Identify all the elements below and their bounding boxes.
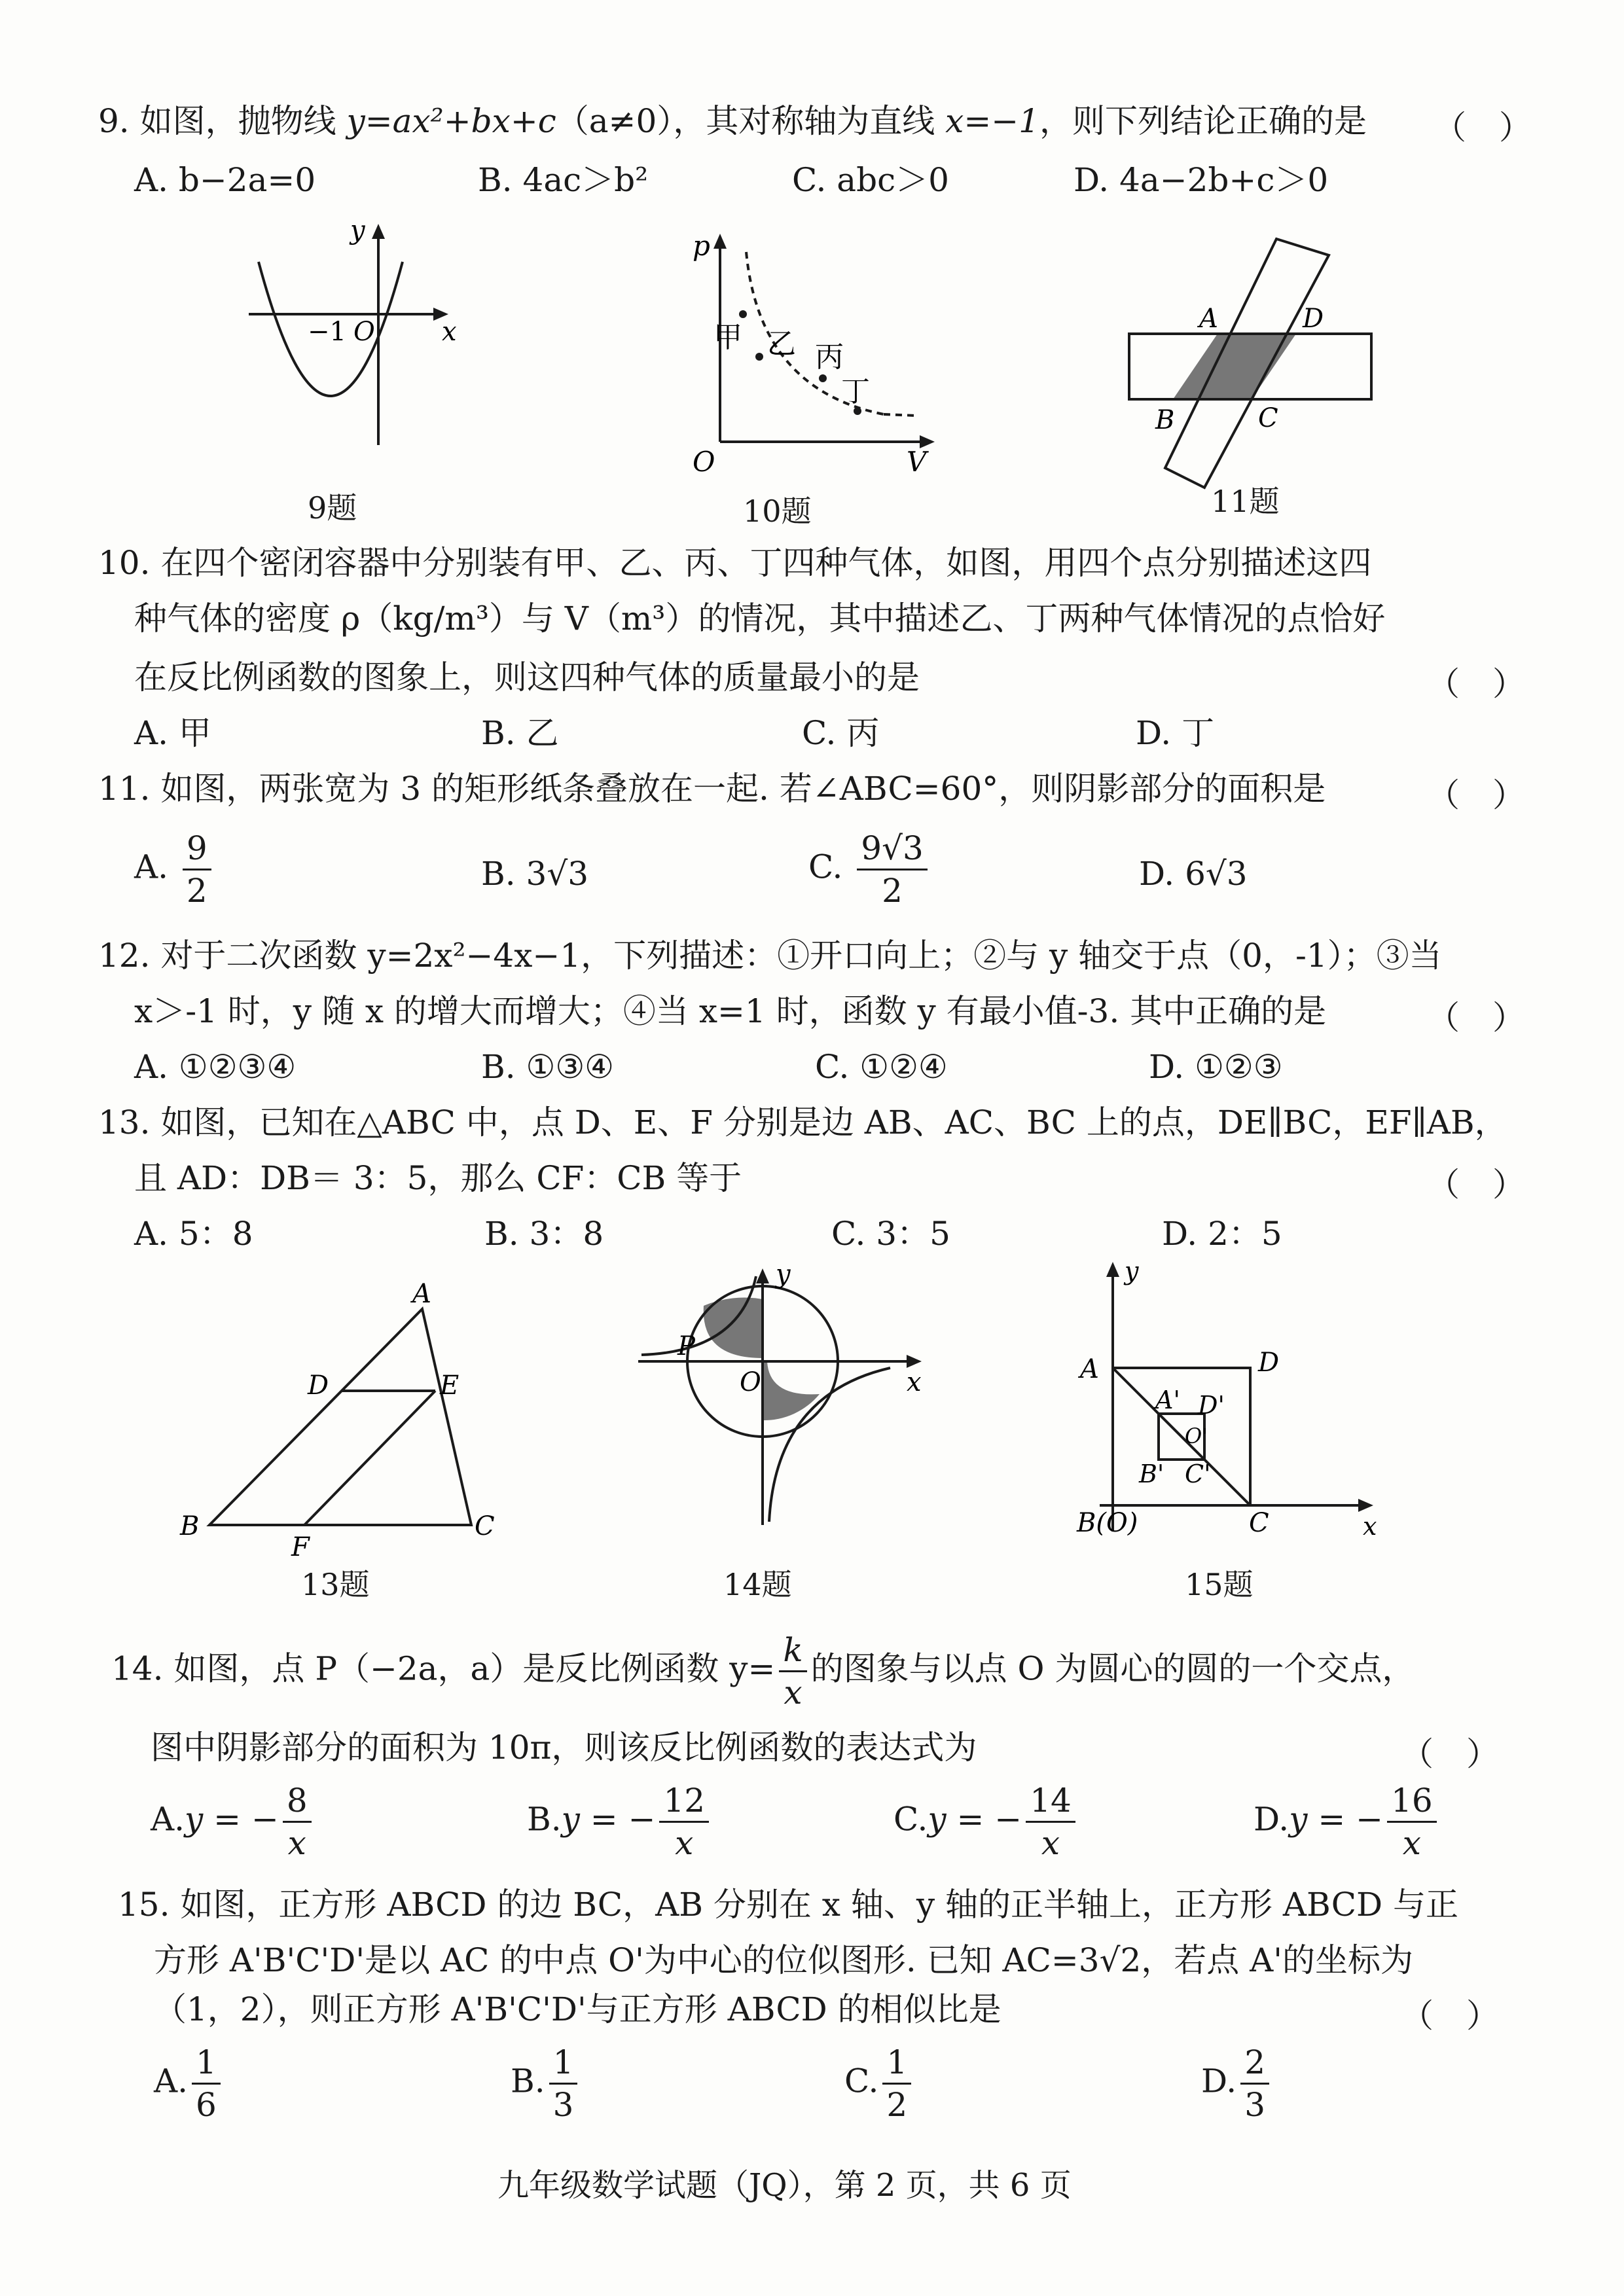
q10-figure [668, 226, 943, 488]
q15-option-d[interactable] [1201, 2042, 1273, 2125]
q10-answer-paren[interactable]: （ ） [1427, 665, 1525, 703]
q14-option-b-fraction [659, 1780, 709, 1863]
q15-number: 15. [118, 1886, 170, 1924]
q15-line2: 方形 A'B'C'D'是以 AC 的中点 O'为中心的位似图形. 已知 AC=3√2，若点 A'的坐标为 [154, 1941, 1414, 1979]
q15-option-b-num: 1 [549, 2042, 578, 2085]
q9-equation: y=ax²+bx+c [346, 102, 556, 140]
q15-diagonal-ac [1113, 1368, 1250, 1505]
q15-option-d-den: 3 [1244, 2086, 1266, 2124]
q11-option-a-letter: A. [134, 848, 169, 886]
q10-point-yi [755, 353, 763, 361]
q11-option-d[interactable] [1139, 854, 1248, 893]
q14-stem-b: 的图象与以点 O 为圆心的圆的一个交点， [810, 1649, 1415, 1688]
q12-option-c[interactable]: C. ①②④ [815, 1048, 948, 1086]
q15-label-y: y [1125, 1257, 1139, 1285]
q11-option-b-letter: B. [481, 855, 516, 893]
q10-option-c[interactable]: C. 丙 [802, 714, 880, 752]
q15-option-c-letter: C. [844, 2062, 879, 2100]
q15-option-b-den: 3 [552, 2086, 574, 2124]
q14-label-o: O [740, 1367, 761, 1397]
q14-answer-paren[interactable]: （ ） [1401, 1735, 1499, 1773]
q15-label-c-prime: C' [1185, 1460, 1211, 1488]
q11-label-a: A [1199, 304, 1218, 334]
q14-line1 [111, 1630, 1415, 1713]
q15-option-a-num: 1 [192, 2042, 221, 2085]
q13-line1-text: 如图，已知在△ABC 中，点 D、E、F 分别是边 AB、AC、BC 上的点，DE∥BC，EF∥AB， [160, 1103, 1507, 1141]
q11-option-c-den: 2 [882, 872, 903, 910]
q14-option-c-letter: C. [893, 1800, 928, 1839]
q9-y-arrow [372, 224, 385, 239]
q14-option-d-den: x [1402, 1824, 1421, 1862]
q12-option-d[interactable]: D. ①②③ [1149, 1048, 1283, 1086]
q14-option-a-num: 8 [283, 1780, 312, 1823]
q13-option-c[interactable]: C. 3：5 [831, 1215, 950, 1253]
q13-option-d[interactable]: D. 2：5 [1162, 1215, 1282, 1253]
q13-answer-paren[interactable]: （ ） [1427, 1166, 1525, 1204]
q15-line3: （1，2），则正方形 A'B'C'D'与正方形 ABCD 的相似比是 [154, 1990, 1001, 2028]
q11-number: 11. [98, 770, 151, 808]
q15-label-a: A [1080, 1354, 1099, 1384]
q9-stem [98, 101, 1367, 141]
q15-option-c-fraction [882, 2042, 911, 2125]
q9-option-c[interactable]: C. abc＞0 [792, 161, 949, 199]
q14-x-arrow [907, 1355, 922, 1368]
q11-option-a-num: 9 [183, 828, 211, 870]
q14-option-a-letter: A. [151, 1800, 185, 1839]
q11-option-c[interactable] [808, 828, 931, 911]
q13-figure [170, 1270, 511, 1564]
q14-k: k [779, 1630, 806, 1672]
q13-segment-ef [304, 1391, 435, 1525]
q15-option-a-fraction [192, 2042, 221, 2125]
q15-option-a-letter: A. [154, 2062, 189, 2100]
q14-label-y: y [776, 1263, 791, 1289]
q11-option-c-fraction [857, 828, 927, 911]
q15-y-arrow [1106, 1262, 1119, 1277]
q11-option-a[interactable] [134, 828, 215, 911]
q11-option-b-value: 3√3 [526, 855, 589, 893]
q15-x-arrow [1358, 1499, 1373, 1512]
q14-label-p: P [677, 1331, 695, 1361]
q13-label-e: E [440, 1371, 460, 1401]
q9-stem-b: （a≠0），其对称轴为直线 [556, 102, 946, 140]
q14-stem-a: 如图，点 P（−2a，a）是反比例函数 y= [173, 1649, 776, 1688]
q9-option-b[interactable]: B. 4ac＞b² [478, 161, 649, 199]
q14-number: 14. [111, 1649, 164, 1688]
q11-option-d-letter: D. [1139, 855, 1175, 893]
q10-line2: 种气体的密度 ρ（kg/m³）与 V（m³）的情况，其中描述乙、丁两种气体情况的点恰好 [134, 600, 1386, 637]
q15-figure [1067, 1257, 1388, 1564]
q14-y-arrow [756, 1268, 769, 1283]
q15-label-a-prime: A' [1155, 1386, 1180, 1414]
q9-option-d[interactable]: D. 4a−2b+c＞0 [1074, 161, 1329, 199]
q9-tick-label: −1 [308, 317, 346, 347]
q14-option-d-fraction [1387, 1780, 1437, 1863]
q15-label-b-prime: B' [1139, 1460, 1164, 1488]
q15-label-x: x [1363, 1512, 1377, 1541]
q14-option-c[interactable] [893, 1780, 1079, 1863]
q14-option-a-den: x [287, 1824, 306, 1862]
q12-option-b[interactable]: B. ①③④ [481, 1048, 615, 1086]
q15-line1 [118, 1885, 1458, 1924]
q9-origin-label: O [353, 317, 375, 347]
q11-option-d-value: 6√3 [1185, 855, 1248, 893]
q14-line2: 图中阴影部分的面积为 10π，则该反比例函数的表达式为 [151, 1729, 977, 1767]
q10-line1 [98, 543, 1371, 583]
q10-option-d[interactable]: D. 丁 [1136, 714, 1215, 752]
q15-option-b[interactable] [511, 2042, 581, 2125]
q12-answer-paren[interactable]: （ ） [1427, 999, 1525, 1037]
q14-figure [628, 1263, 943, 1551]
q10-option-a[interactable]: A. 甲 [134, 714, 211, 752]
q11-option-b[interactable] [481, 854, 588, 893]
q14-option-b-num: 12 [659, 1780, 709, 1823]
q10-label-jia: 甲 [713, 321, 742, 354]
q12-option-a[interactable]: A. ①②③④ [134, 1048, 297, 1086]
q9-answer-paren[interactable]: （ ） [1434, 109, 1532, 147]
q10-caption: 10题 [743, 493, 812, 529]
q11-stem-text: 如图，两张宽为 3 的矩形纸条叠放在一起. 若∠ABC=60°，则阴影部分的面积是 [160, 770, 1326, 808]
q14-caption: 14题 [723, 1567, 792, 1602]
q13-label-d: D [308, 1371, 329, 1401]
q15-option-d-letter: D. [1201, 2062, 1237, 2100]
q11-stem [98, 769, 1326, 808]
q15-label-d: D [1258, 1348, 1280, 1378]
q14-option-d-pre: y = − [1289, 1800, 1384, 1839]
q12-line1 [98, 936, 1442, 975]
q12-line2: x＞-1 时，y 随 x 的增大而增大；④当 x=1 时，函数 y 有最小值-3. 其中正确的是 [134, 992, 1327, 1030]
q11-option-a-fraction [183, 828, 211, 911]
q11-option-a-den: 2 [186, 872, 208, 910]
q15-label-c: C [1249, 1508, 1269, 1538]
q10-number: 10. [98, 544, 151, 582]
q11-figure [1113, 236, 1388, 491]
q14-label-x: x [907, 1367, 922, 1397]
q15-option-a[interactable] [154, 2042, 225, 2125]
q9-stem-a: 如图，抛物线 [139, 102, 347, 140]
q15-label-b-origin: B(O) [1077, 1508, 1138, 1538]
q9-axis-equation: x=−1 [945, 102, 1039, 140]
q13-label-b: B [180, 1511, 200, 1541]
q10-hyperbola-tail [884, 414, 916, 416]
q13-line1 [98, 1103, 1507, 1142]
q9-stem-c: ，则下列结论正确的是 [1039, 102, 1367, 140]
q10-option-b[interactable]: B. 乙 [481, 714, 559, 752]
q15-option-a-den: 6 [196, 2086, 217, 2124]
q14-option-c-den: x [1041, 1824, 1060, 1862]
q14-option-c-num: 14 [1026, 1780, 1075, 1823]
q10-y-arrow [713, 234, 727, 249]
q14-option-b-pre: y = − [561, 1800, 656, 1839]
q13-option-a[interactable]: A. 5：8 [134, 1215, 253, 1253]
q13-label-c: C [475, 1511, 495, 1541]
q13-triangle-abc [209, 1309, 471, 1525]
q14-option-b-letter: B. [527, 1800, 562, 1839]
q14-x: x [784, 1674, 803, 1712]
q10-label-ding: 丁 [841, 375, 870, 408]
q14-option-d-letter: D. [1254, 1800, 1290, 1839]
q15-option-c-den: 2 [886, 2086, 908, 2124]
q14-option-b[interactable] [527, 1780, 713, 1863]
page-footer: 九年级数学试题（JQ），第 2 页，共 6 页 [497, 2167, 1072, 2204]
q10-origin-label: O [693, 446, 715, 478]
q15-option-c[interactable] [844, 2042, 915, 2125]
q15-line1-text: 如图，正方形 ABCD 的边 BC，AB 分别在 x 轴、y 轴的正半轴上，正方形 ABCD 与正 [180, 1886, 1458, 1924]
q13-number: 13. [98, 1103, 151, 1141]
q15-option-c-num: 1 [882, 2042, 911, 2085]
q14-option-a-fraction [283, 1780, 312, 1863]
q15-option-d-fraction [1240, 2042, 1269, 2125]
q11-shaded-rhombus [1173, 334, 1296, 399]
q13-option-b[interactable]: B. 3：8 [484, 1215, 604, 1253]
q14-option-a-pre: y = − [185, 1800, 279, 1839]
q13-caption: 13题 [301, 1567, 370, 1602]
q14-option-a[interactable] [151, 1780, 316, 1863]
q15-option-d-num: 2 [1240, 2042, 1269, 2085]
q9-number: 9. [98, 102, 130, 140]
q10-line3: 在反比例函数的图象上，则这四种气体的质量最小的是 [134, 658, 920, 696]
q14-option-d[interactable] [1254, 1780, 1441, 1863]
q9-x-label: x [442, 317, 457, 347]
q15-option-b-fraction [549, 2042, 578, 2125]
q10-x-label: V [907, 446, 927, 478]
q12-number: 12. [98, 937, 151, 975]
q11-answer-paren[interactable]: （ ） [1427, 776, 1525, 814]
q9-option-a[interactable]: A. b−2a=0 [134, 161, 316, 199]
q13-label-f: F [291, 1532, 310, 1562]
q14-option-d-num: 16 [1387, 1780, 1437, 1823]
q14-option-b-den: x [675, 1824, 694, 1862]
q10-label-bing: 丙 [815, 340, 844, 374]
q13-label-a: A [412, 1279, 431, 1309]
q15-label-o-prime: O' [1185, 1424, 1208, 1448]
q14-k-over-x [779, 1630, 806, 1713]
q9-figure [236, 209, 471, 484]
q11-label-b: B [1155, 405, 1175, 435]
q11-option-c-letter: C. [808, 848, 843, 886]
q15-label-d-prime: D' [1198, 1391, 1225, 1420]
q10-y-label: p [693, 230, 710, 262]
q10-label-yi: 乙 [767, 327, 796, 361]
q12-line1-text: 对于二次函数 y=2x²−4x−1，下列描述：①开口向上；②与 y 轴交于点（0，-1）；③当 [160, 937, 1442, 975]
q9-y-label: y [350, 215, 365, 245]
q14-option-c-pre: y = − [928, 1800, 1022, 1839]
q15-answer-paren[interactable]: （ ） [1401, 1997, 1499, 2035]
q10-line1-text: 在四个密闭容器中分别装有甲、乙、丙、丁四种气体，如图，用四个点分别描述这四 [160, 544, 1372, 582]
q15-option-b-letter: B. [511, 2062, 545, 2100]
q15-caption: 15题 [1185, 1567, 1254, 1602]
q9-caption: 9题 [308, 490, 357, 526]
q14-option-c-fraction [1026, 1780, 1075, 1863]
q11-label-d: D [1303, 304, 1324, 334]
q11-option-c-num: 9√3 [857, 828, 927, 870]
q13-line2: 且 AD：DB＝ 3：5，那么 CF：CB 等于 [134, 1159, 742, 1197]
q11-label-c: C [1258, 403, 1278, 433]
q10-point-bing [819, 374, 827, 382]
q10-point-jia [739, 310, 747, 318]
q11-caption: 11题 [1211, 484, 1280, 519]
